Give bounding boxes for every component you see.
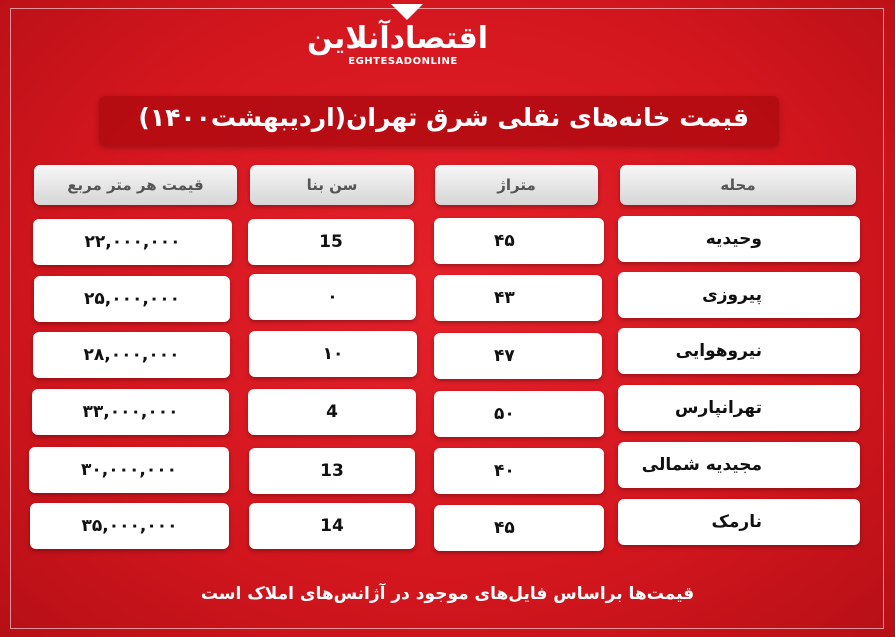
logo-text: اقتصادآنلاین [307,21,488,56]
cell-neighborhood: نیروهوایی [618,328,860,374]
cell-price: ۲۲,۰۰۰,۰۰۰ [33,219,232,265]
page-title: قیمت خانه‌های نقلی شرق تهران(اردیبهشت۱۴۰۰) [138,103,749,132]
cell-age: 4 [248,389,416,435]
footer-note: قیمت‌ها براساس فایل‌های موجود در آژانس‌های املاک است [200,584,695,604]
cell-age: ۰ [249,274,416,320]
cell-price: ۲۸,۰۰۰,۰۰۰ [33,332,230,378]
cell-price: ۲۵,۰۰۰,۰۰۰ [34,276,230,322]
cell-neighborhood: تهرانپارس [618,385,860,431]
cell-area: ۴۷ [434,333,602,379]
cell-price: ۳۰,۰۰۰,۰۰۰ [29,447,229,493]
cell-neighborhood: پیروزی [618,272,860,318]
cell-neighborhood: مجیدیه شمالی [618,442,860,488]
header-age: سن بنا [250,165,414,205]
logo-triangle-icon [391,4,423,20]
header-price: قیمت هر متر مربع [34,165,237,205]
header-area: متراژ [435,165,598,205]
cell-area: ۵۰ [434,391,604,437]
cell-area: ۴۵ [434,218,604,264]
header-neighborhood: محله [620,165,856,205]
brand-logo [307,4,488,74]
cell-neighborhood: وحیدیه [618,216,860,262]
cell-area: ۴۵ [434,505,604,551]
cell-neighborhood: نارمک [618,499,860,545]
cell-price: ۳۵,۰۰۰,۰۰۰ [30,503,229,549]
cell-age: 14 [249,503,415,549]
cell-age: ۱۰ [249,331,417,377]
logo-subtext: EGHTESADONLINE [348,56,458,67]
cell-area: ۴۰ [434,448,604,494]
title-banner [99,96,779,146]
cell-age: 13 [249,448,415,494]
cell-area: ۴۳ [434,275,602,321]
cell-age: 15 [248,219,414,265]
cell-price: ۳۳,۰۰۰,۰۰۰ [32,389,229,435]
